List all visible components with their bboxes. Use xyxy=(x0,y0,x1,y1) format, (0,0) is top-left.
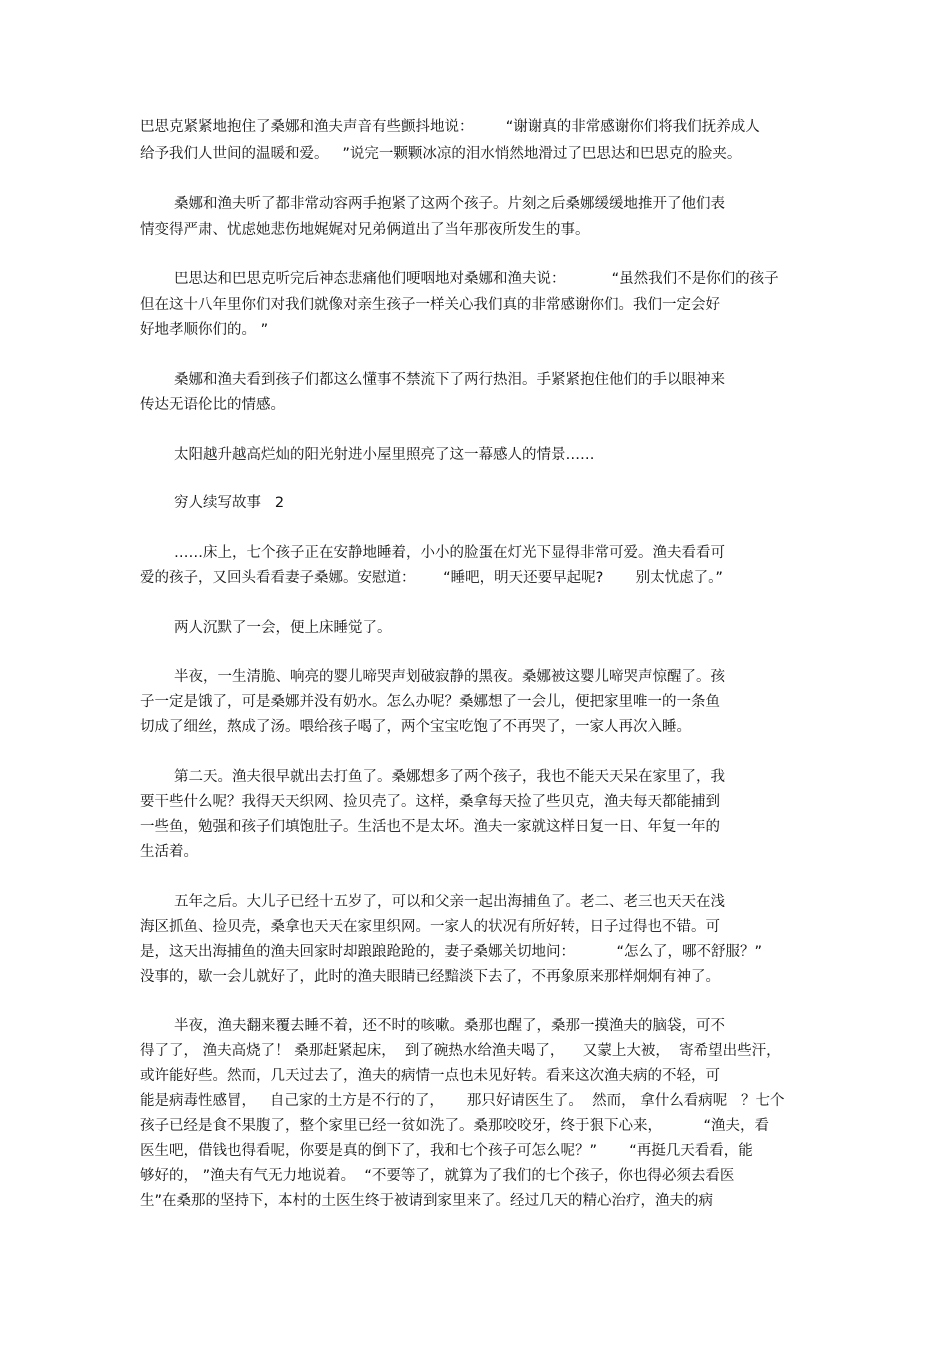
text-line: 切成了细丝，熬成了汤。喂给孩子喝了，两个宝宝吃饱了不再哭了，一家人再次入睡。 xyxy=(140,719,691,735)
text-line: 医生吧，借钱也得看呢，你要是真的倒下了，我和七个孩子可怎么呢？” “再挺几天看看，能 xyxy=(140,1143,753,1159)
text-line: 得了了， 渔夫高烧了！ 桑那赶紧起床， 到了碗热水给渔夫喝了， 又蒙上大被， 寄希望出些汗， xyxy=(140,1043,781,1059)
text-line: 爱的孩子，又回头看看妻子桑娜。安慰道： “睡吧，明天还要早起呢? 别太忧虑了。” xyxy=(140,570,723,586)
text-line: 五年之后。大儿子已经十五岁了，可以和父亲一起出海捕鱼了。老二、老三也天天在浅 xyxy=(174,894,725,910)
text-line: 一些鱼，勉强和孩子们填饱肚子。生活也不是太坏。渔夫一家就这样日复一日、年复一年的 xyxy=(140,819,720,835)
text-line: 太阳越升越高烂灿的阳光射进小屋里照亮了这一幕感人的情景…… xyxy=(174,447,595,463)
text-line: 海区抓鱼、捡贝壳，桑拿也天天在家里织网。一家人的状况有所好转，日子过得也不错。可 xyxy=(140,919,720,935)
text-line: ……床上，七个孩子正在安静地睡着，小小的脸蛋在灯光下显得非常可爱。渔夫看看可 xyxy=(174,545,725,561)
text-line: 半夜，一生清脆、响亮的婴儿啼哭声划破寂静的黑夜。桑娜被这婴儿啼哭声惊醒了。孩 xyxy=(174,669,725,685)
text-line: 给予我们人世间的温暖和爱。 ”说完一颗颗冰凉的泪水悄然地滑过了巴思达和巴思克的脸夹。 xyxy=(140,146,742,162)
text-line: 情变得严肃、忧虑她悲伤地娓娓对兄弟俩道出了当年那夜所发生的事。 xyxy=(140,222,590,238)
text-line: 能是病毒性感冒， 自己家的土方是不行的了， 那只好请医生了。 然而， 拿什么看病呢 ？七个 xyxy=(140,1093,785,1109)
text-line: 够好的， ”渔夫有气无力地说着。 “不要等了，就算为了我们的七个孩子，你也得必须去看医 xyxy=(140,1168,735,1184)
text-line: 子一定是饿了，可是桑娜并没有奶水。怎么办呢？桑娜想了一会儿，便把家里唯一的一条鱼 xyxy=(140,694,720,710)
text-line: 传达无语伦比的情感。 xyxy=(140,397,285,413)
text-line: 生”在桑那的坚持下，本村的土医生终于被请到家里来了。经过几天的精心治疗，渔夫的病 xyxy=(140,1193,714,1209)
text-line: 或许能好些。然而，几天过去了，渔夫的病情一点也未见好转。看来这次渔夫病的不轻，可 xyxy=(140,1068,720,1084)
text-line: 没事的，歇一会儿就好了，此时的渔夫眼睛已经黯淡下去了，不再象原来那样炯炯有神了。 xyxy=(140,969,720,985)
text-line: 好地孝顺你们的。 ” xyxy=(140,322,269,338)
text-line: 孩子已经是食不果腹了，整个家里已经一贫如洗了。桑那咬咬牙，终于狠下心来， “渔夫，看 xyxy=(140,1118,769,1134)
text-line: 巴思克紧紧地抱住了桑娜和渔夫声音有些颤抖地说： “谢谢真的非常感谢你们将我们抚养成人 xyxy=(140,119,760,135)
text-line: 要干些什么呢？我得天天织网、捡贝壳了。这样，桑拿每天捡了些贝克，渔夫每天都能捕到 xyxy=(140,794,720,810)
text-line: 是，这天出海捕鱼的渔夫回家时却踉踉跄跄的，妻子桑娜关切地问： “怎么了，哪不舒服？” xyxy=(140,944,763,960)
text-line: 巴思达和巴思克听完后神态悲痛他们哽咽地对桑娜和渔夫说： “虽然我们不是你们的孩子 xyxy=(174,271,779,287)
text-line: 桑娜和渔夫听了都非常动容两手抱紧了这两个孩子。片刻之后桑娜缓缓地推开了他们表 xyxy=(174,196,725,212)
text-line: 但在这十八年里你们对我们就像对亲生孩子一样关心我们真的非常感谢你们。我们一定会好 xyxy=(140,297,720,313)
text-line: 半夜，渔夫翻来覆去睡不着，还不时的咳嗽。桑那也醒了，桑那一摸渔夫的脑袋，可不 xyxy=(174,1018,725,1034)
text-line: 桑娜和渔夫看到孩子们都这么懂事不禁流下了两行热泪。手紧紧抱住他们的手以眼神来 xyxy=(174,372,725,388)
section-heading: 穷人续写故事 2 xyxy=(174,495,285,511)
text-line: 生活着。 xyxy=(140,844,198,860)
text-line: 第二天。渔夫很早就出去打鱼了。桑娜想多了两个孩子，我也不能天天呆在家里了，我 xyxy=(174,769,725,785)
text-line: 两人沉默了一会，便上床睡觉了。 xyxy=(174,620,392,636)
